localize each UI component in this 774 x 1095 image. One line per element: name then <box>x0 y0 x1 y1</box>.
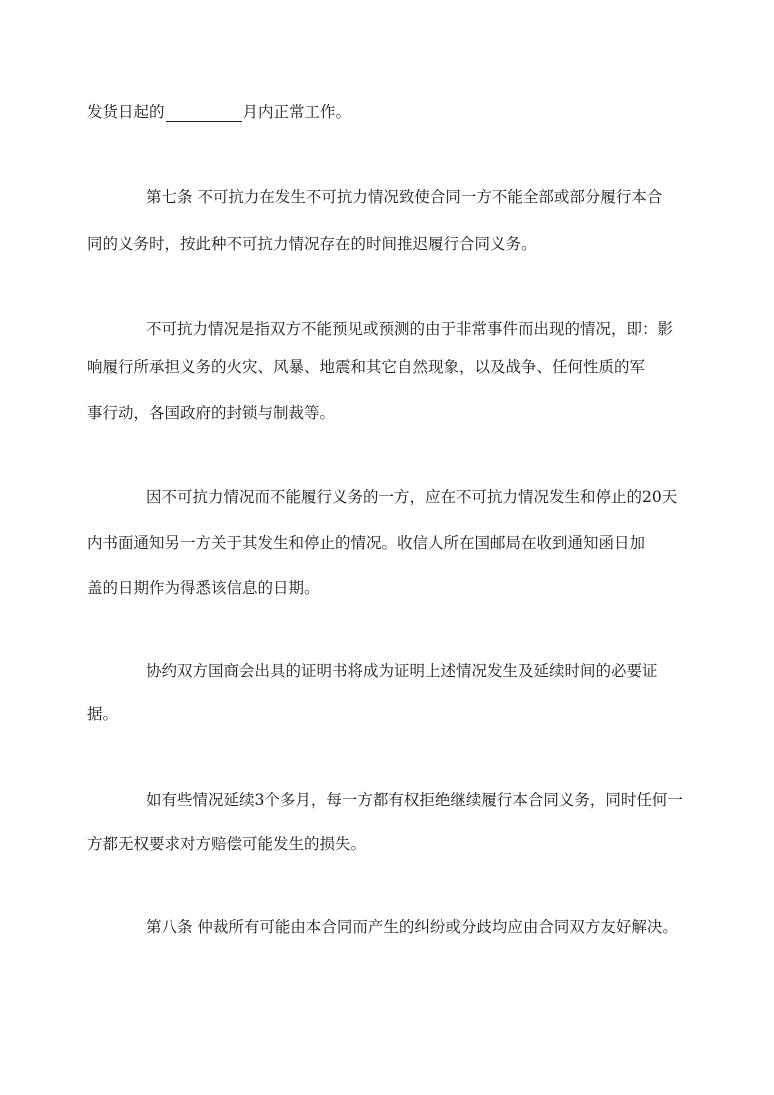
certificate-line-1: 协约双方国商会出具的证明书将成为证明上述情况发生及延续时间的必要证 <box>146 662 658 680</box>
notification-line-3: 盖的日期作为得悉该信息的日期。 <box>87 579 320 597</box>
notification-line-1: 因不可抗力情况而不能履行义务的一方，应在不可抗力情况发生和停止的20天 <box>146 488 678 506</box>
force-majeure-definition-line-1: 不可抗力情况是指双方不能预见或预测的由于非常事件而出现的情况，即：影 <box>146 320 674 338</box>
notification-line-2: 内书面通知另一方关于其发生和停止的情况。收信人所在国邮局在收到通知函日加 <box>87 534 646 552</box>
article-8-line-1: 第八条 仲裁所有可能由本合同而产生的纠纷或分歧均应由合同双方友好解决。 <box>146 918 678 936</box>
text-fragment: 月内正常工作。 <box>242 103 352 121</box>
termination-right-line-2: 方都无权要求对方赔偿可能发生的损失。 <box>87 835 367 853</box>
text-fragment: 发货日起的 <box>87 103 165 121</box>
force-majeure-definition-line-3: 事行动，各国政府的封锁与制裁等。 <box>87 404 336 422</box>
article-7-line-2: 同的义务时，按此种不可抗力情况存在的时间推迟履行合同义务。 <box>87 235 537 253</box>
paragraph-warranty-end <box>87 102 774 122</box>
fill-in-blank[interactable] <box>166 105 242 122</box>
force-majeure-definition-line-2: 响履行所承担义务的火灾、风暴、地震和其它自然现象，以及战争、任何性质的军 <box>87 358 646 376</box>
termination-right-line-1: 如有些情况延续3个多月，每一方都有权拒绝继续履行本合同义务，同时任何一 <box>146 791 683 809</box>
certificate-line-2: 据。 <box>87 705 119 723</box>
article-7-line-1: 第七条 不可抗力在发生不可抗力情况致使合同一方不能全部或部分履行本合 <box>146 188 663 206</box>
